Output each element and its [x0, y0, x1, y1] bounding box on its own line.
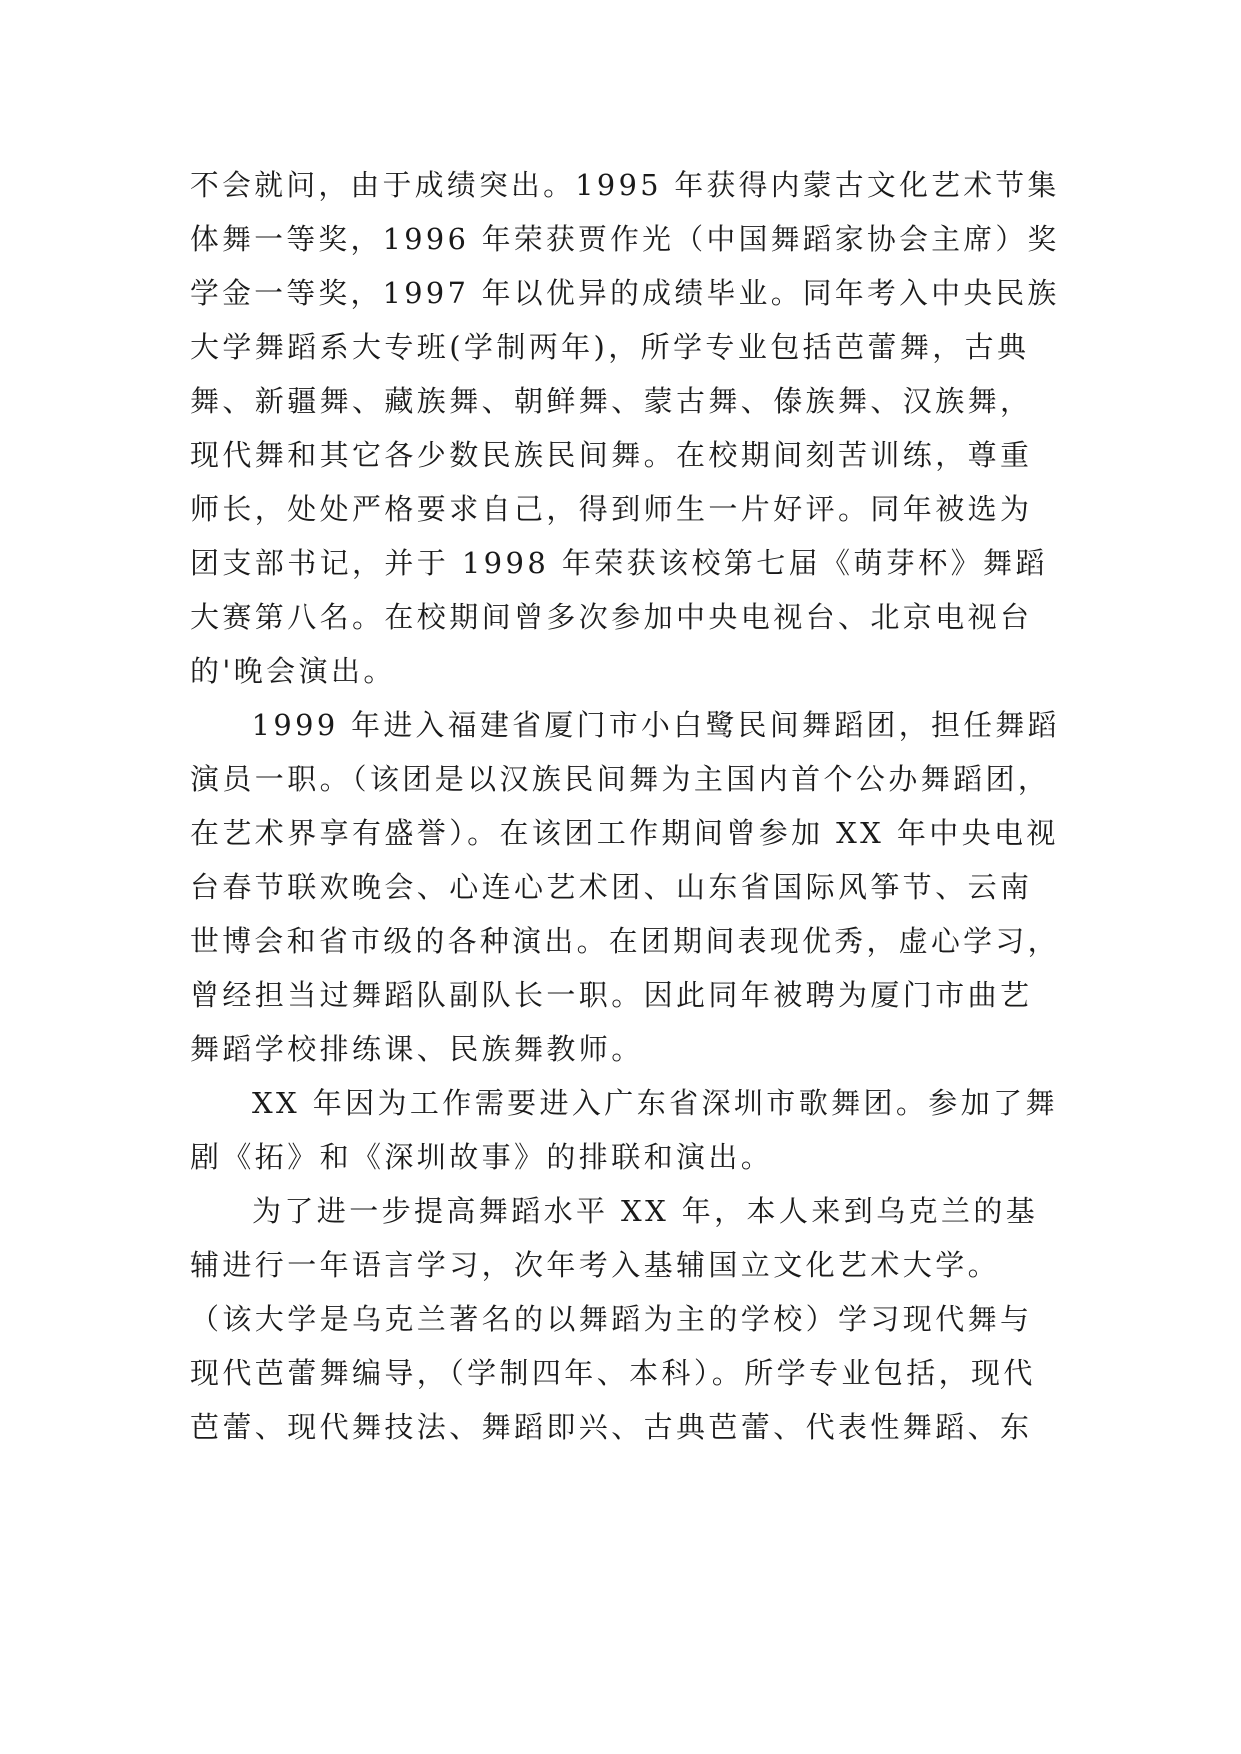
text-line: 演员一职。（该团是以汉族民间舞为主国内首个公办舞蹈团， [190, 762, 1051, 796]
text-line: 舞蹈学校排练课、民族舞教师。 [190, 1032, 644, 1066]
text-line: 现代舞和其它各少数民族民间舞。在校期间刻苦训练，尊重 [190, 438, 1033, 472]
text-line: 学金一等奖，1997 年以优异的成绩毕业。同年考入中央民族 [190, 276, 1060, 310]
text-line: 师长，处处严格要求自己，得到师生一片好评。同年被选为 [190, 492, 1033, 526]
text-line: 1999 年进入福建省厦门市小白鹭民间舞蹈团，担任舞蹈 [251, 708, 1060, 742]
text-line: 辅进行一年语言学习，次年考入基辅国立文化艺术大学。 [190, 1248, 1001, 1282]
text-line: XX 年因为工作需要进入广东省深圳市歌舞团。参加了舞 [252, 1086, 1058, 1120]
text-line: 舞、新疆舞、藏族舞、朝鲜舞、蒙古舞、傣族舞、汉族舞， [190, 384, 1033, 418]
text-line: 为了进一步提高舞蹈水平 XX 年，本人来到乌克兰的基 [252, 1194, 1039, 1228]
text-line: 芭蕾、现代舞技法、舞蹈即兴、古典芭蕾、代表性舞蹈、东 [190, 1410, 1033, 1444]
text-line: 不会就问，由于成绩突出。1995 年获得内蒙古文化艺术节集 [190, 168, 1060, 202]
text-line: 大学舞蹈系大专班(学制两年)，所学专业包括芭蕾舞，古典 [190, 330, 1030, 364]
text-line: 的'晚会演出。 [190, 654, 396, 688]
text-line: 曾经担当过舞蹈队副队长一职。因此同年被聘为厦门市曲艺 [190, 978, 1033, 1012]
text-line: 世博会和省市级的各种演出。在团期间表现优秀，虚心学习， [190, 924, 1060, 958]
text-line: 现代芭蕾舞编导，（学制四年、本科）。所学专业包括，现代 [190, 1356, 1036, 1390]
text-line: 大赛第八名。在校期间曾多次参加中央电视台、北京电视台 [190, 600, 1033, 634]
document-body [190, 158, 1060, 1454]
text-line: 剧《拓》和《深圳故事》的排联和演出。 [190, 1140, 774, 1174]
text-line: 台春节联欢晚会、心连心艺术团、山东省国际风筝节、云南 [190, 870, 1033, 904]
text-line: （该大学是乌克兰著名的以舞蹈为主的学校）学习现代舞与 [190, 1302, 1033, 1336]
text-line: 团支部书记，并于 1998 年荣获该校第七届《萌芽杯》舞蹈 [190, 546, 1048, 580]
text-line: 体舞一等奖，1996 年荣获贾作光（中国舞蹈家协会主席）奖 [190, 222, 1060, 256]
text-line: 在艺术界享有盛誉）。在该团工作期间曾参加 XX 年中央电视 [190, 816, 1059, 850]
